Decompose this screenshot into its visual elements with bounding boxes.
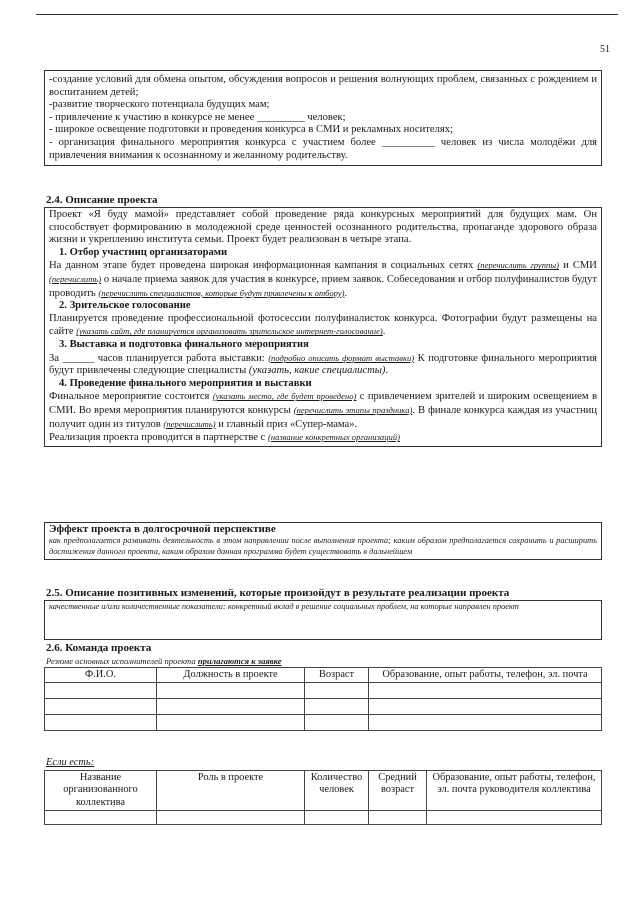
goal-item: - организация финального мероприятия конкурса с участием более __________ человек из числа молодёжи для привлечения внимания к осознанному и желанному родительству. (49, 136, 597, 161)
stage-4-text: Финальное мероприятие состоится (указать место, где будет проведено) с привлечением зрителей и широким освещением в СМИ. Во время мероприятия планируются конкурсы (перечислить этапы праздника). В финале конкурса каждая из участниц получит один из титулов (перечислить) и главный приз «Супер-мама». (49, 391, 597, 430)
hint: (указать место, где будет проведено) (212, 391, 357, 402)
header-cell: Должность в проекте (157, 668, 305, 683)
empty-cell[interactable] (45, 715, 157, 731)
hint: (перечислить специалистов, которые будут привлечены к отбору) (98, 287, 345, 298)
hint: (подробно описать формат выставки) (268, 352, 415, 363)
empty-cell[interactable] (305, 811, 369, 825)
hint: (перечислить) (163, 418, 216, 429)
section-2-5-title: 2.5. Описание позитивных изменений, которые произойдут в результате реализации проекта (46, 587, 510, 599)
page-number: 51 (600, 44, 610, 55)
if-any-label: Если есть: (46, 757, 95, 768)
stage-4-title: 4. Проведение финального мероприятия и выставки (59, 377, 312, 389)
empty-cell[interactable] (369, 811, 427, 825)
effect-box (44, 522, 602, 560)
empty-cell[interactable] (305, 715, 369, 731)
empty-cell[interactable] (369, 683, 602, 699)
changes-hint: качественные и/или количественные показатели: конкретный вклад в решение социальных проблем, на которые направлен проект (49, 602, 519, 611)
hint: (указать, какие специалисты) (248, 365, 386, 377)
header-cell: Возраст (305, 668, 369, 683)
intro-text: Проект «Я буду мамой» представляет собой проведение ряда конкурсных мероприятий для будущих мам. Он способствует формированию в молодежной среде ценностей осознанного родительства, пропаганде здорового образа жизни и укреплению института семьи. Проект будет реализован в четыре этапа. (49, 209, 597, 246)
effect-title: Эффект проекта в долгосрочной перспективе (49, 523, 276, 535)
goal-item: -создание условий для обмена опытом, обсуждения вопросов и решения волнующих проблем, связанных с рождением и воспитанием детей; (49, 74, 597, 98)
header-cell: Ф.И.О. (45, 668, 157, 683)
top-rule (36, 14, 618, 15)
section-2-6-title: 2.6. Команда проекта (46, 642, 152, 654)
header-cell: Роль в проекте (157, 771, 305, 811)
goals-box (44, 70, 602, 166)
goal-item: -развитие творческого потенциала будущих мам; (49, 99, 270, 111)
stage-3-text: За ______ часов планируется работа выставки: (подробно описать формат выставки) К подготовке финального мероприятия будут привлечены следующие специалисты (указать, какие специалисты). (49, 352, 597, 377)
effect-hint: как предполагается развивать деятельность в этом направлении после выполнения проекта; каким образом предполагается сохранить и расширить достижения данного проекта, каким образом данная программа будет существовать в дальнейшем (49, 536, 597, 556)
team-table (44, 667, 602, 731)
empty-cell[interactable] (45, 683, 157, 699)
section-2-4-title: 2.4. Описание проекта (46, 194, 158, 206)
goal-item: - широкое освещение подготовки и проведения конкурса в СМИ и рекламных носителях; (49, 124, 454, 136)
header-cell: Средний возраст (369, 771, 427, 811)
changes-box (44, 600, 602, 640)
header-cell: Образование, опыт работы, телефон, эл. почта (369, 668, 602, 683)
empty-cell[interactable] (45, 811, 157, 825)
stage-2-text: Планируется проведение профессиональной фотосессии полуфиналисток конкурса. Фотографии будут размещены на сайте (указать сайт, где планируется организовать зрительское интернет-голосование). (49, 312, 597, 338)
empty-cell[interactable] (157, 715, 305, 731)
partner-text: Реализация проекта проводится в партнерстве с (название конкретных организаций) (49, 432, 400, 444)
empty-cell[interactable] (45, 699, 157, 715)
empty-cell[interactable] (427, 811, 602, 825)
empty-cell[interactable] (369, 715, 602, 731)
empty-cell[interactable] (305, 699, 369, 715)
hint: (название конкретных организаций) (267, 432, 400, 443)
hint: (перечислить) (49, 273, 102, 284)
hint: (перечислить группы) (477, 260, 559, 271)
header-cell: Образование, опыт работы, телефон, эл. почта руководителя коллектива (427, 771, 602, 811)
team-note: Резюме основных исполнителей проекта прилагаются к заявке (46, 656, 282, 666)
stage-1-title: 1. Отбор участниц организаторами (59, 246, 228, 258)
project-description-box (44, 207, 602, 447)
empty-cell[interactable] (157, 683, 305, 699)
collective-table (44, 770, 602, 825)
stage-2-title: 2. Зрительское голосование (59, 300, 191, 312)
empty-cell[interactable] (157, 699, 305, 715)
stage-3-title: 3. Выставка и подготовка финального мероприятия (59, 338, 309, 350)
stage-1-text: На данном этапе будет проведена широкая информационная кампания в социальных сетях (перечислить группы) и СМИ (перечислить) о начале приема заявок для участия в конкурсе, прием заявок. Собеседования и отбор полуфиналистов будут проводить (перечислить специалистов, которые будут привлечены к отбору). (49, 260, 597, 299)
header-cell: Название организованного коллектива (45, 771, 157, 811)
hint: (перечислить этапы праздника) (293, 404, 413, 415)
empty-cell[interactable] (305, 683, 369, 699)
header-cell: Количество человек (305, 771, 369, 811)
goal-item: - привлечение к участию в конкурсе не менее _________ человек; (49, 111, 346, 123)
empty-cell[interactable] (369, 699, 602, 715)
hint: (указать сайт, где планируется организовать зрительское интернет-голосование) (76, 326, 383, 337)
empty-cell[interactable] (157, 811, 305, 825)
